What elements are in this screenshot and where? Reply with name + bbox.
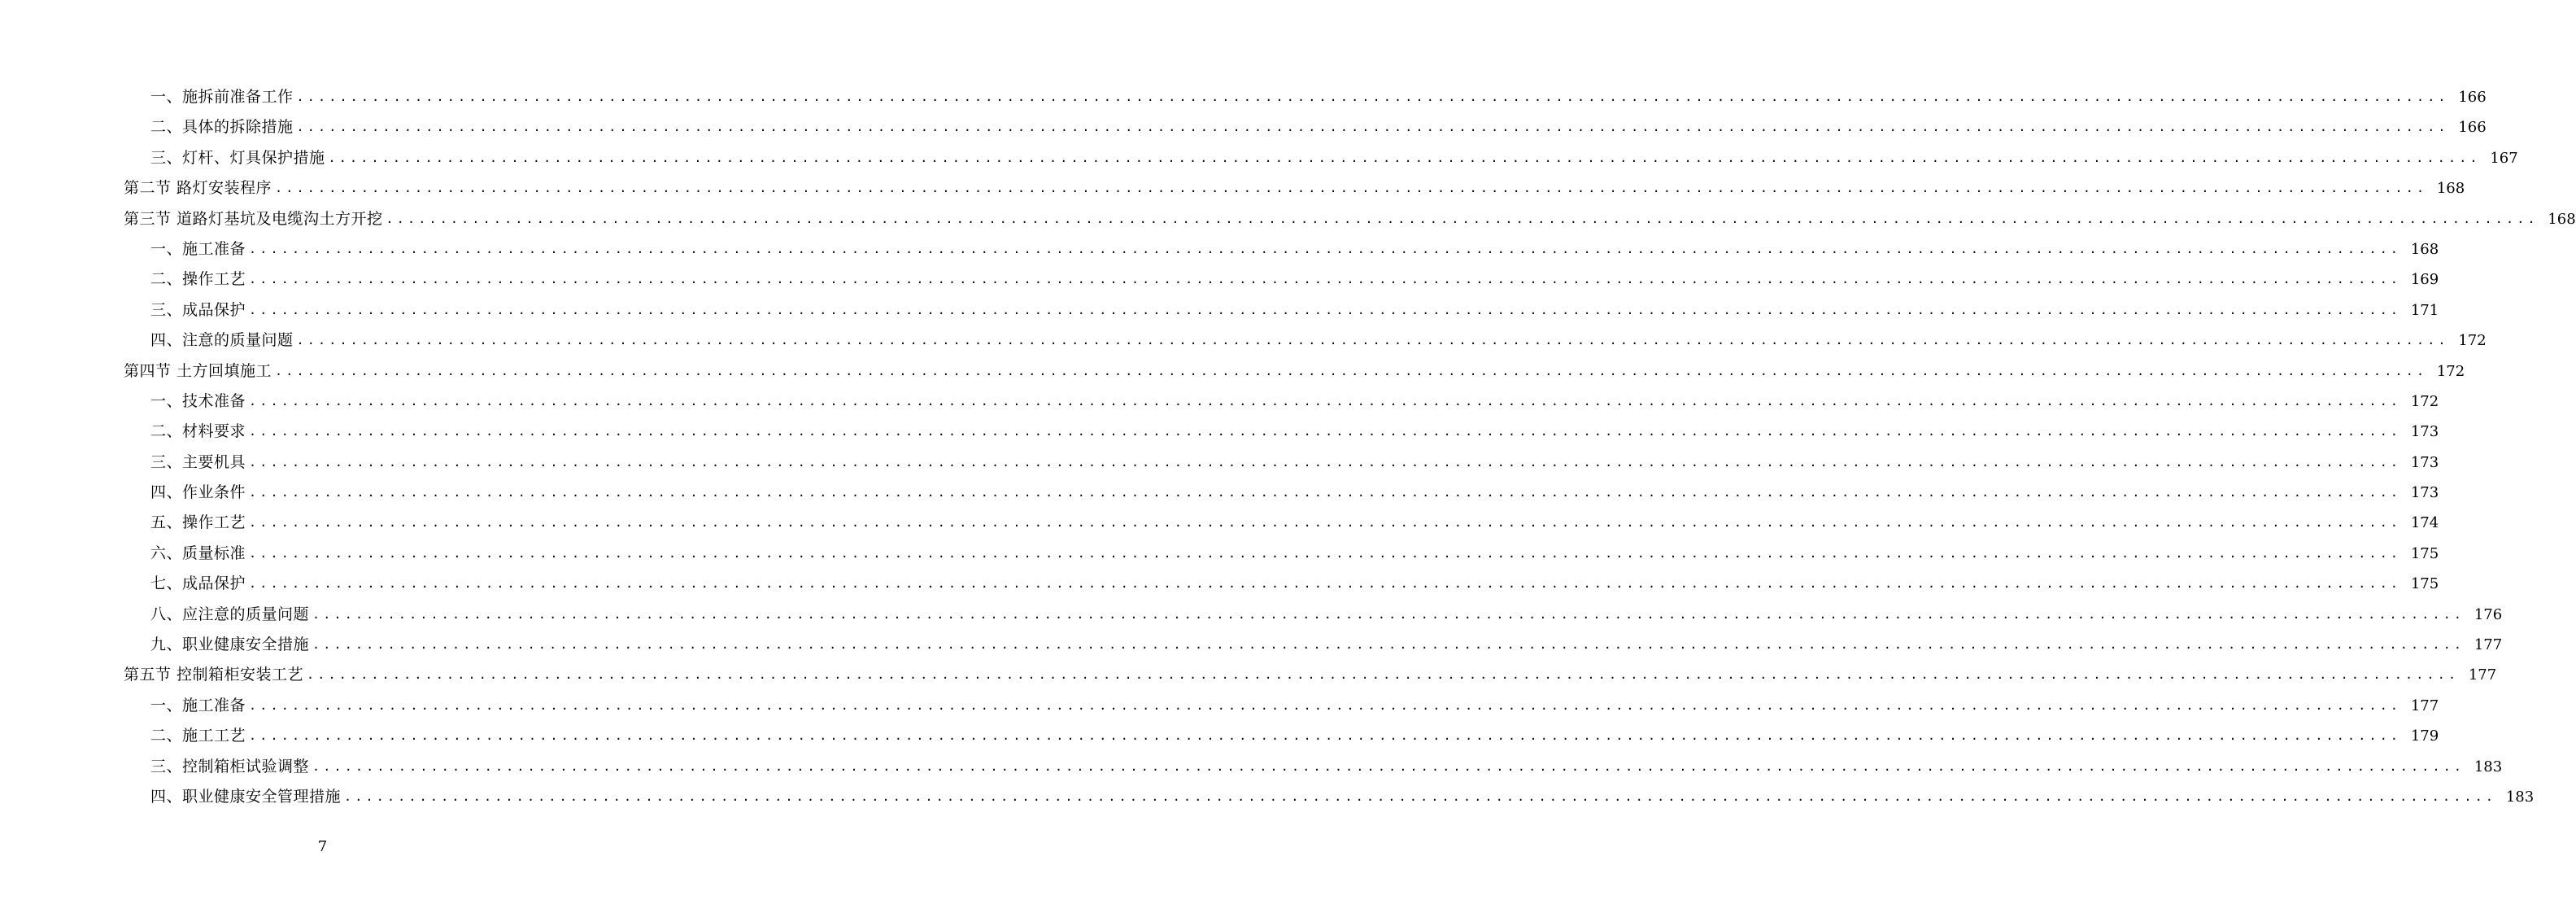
toc-subsection-entry[interactable] xyxy=(0,721,2439,751)
toc-subsection-entry[interactable] xyxy=(0,417,2439,447)
toc-entry-title: 四、作业条件 xyxy=(150,483,246,502)
toc-entry-title: 七、成品保护 xyxy=(150,574,246,593)
toc-entry-title: 一、施拆前准备工作 xyxy=(150,88,294,106)
toc-entry-title: 九、职业健康安全措施 xyxy=(150,636,310,654)
toc-entry-page: 173 xyxy=(2410,484,2439,502)
toc-dot-leader: ........................................................................................................................................................................................................ xyxy=(249,272,2402,287)
toc-dot-leader: ........................................................................................................................................................................................................ xyxy=(328,150,2481,165)
toc-entry-page: 166 xyxy=(2458,119,2487,137)
toc-subsection-entry[interactable] xyxy=(0,569,2439,599)
toc-entry-title: 一、技术准备 xyxy=(150,391,246,410)
toc-dot-leader: ........................................................................................................................................................................................................ xyxy=(249,393,2402,408)
toc-entry-page: 174 xyxy=(2410,514,2439,532)
toc-entry-page: 175 xyxy=(2410,575,2439,593)
toc-dot-leader: ........................................................................................................................................................................................................ xyxy=(386,211,2539,226)
toc-entry-page: 171 xyxy=(2410,301,2439,319)
toc-subsection-entry[interactable] xyxy=(0,752,2503,782)
toc-dot-leader: ........................................................................................................................................................................................................ xyxy=(312,758,2465,774)
toc-entry-page: 172 xyxy=(2458,332,2487,350)
toc-entry-title: 三、灯杆、灯具保护措施 xyxy=(150,148,325,167)
toc-entry-page: 172 xyxy=(2410,392,2439,410)
toc-subsection-entry[interactable] xyxy=(0,325,2487,356)
toc-subsection-entry[interactable] xyxy=(0,478,2439,508)
toc-entry-page: 168 xyxy=(2410,240,2439,258)
toc-dot-leader: ........................................................................................................................................................................................................ xyxy=(312,637,2465,653)
toc-subsection-entry[interactable] xyxy=(0,630,2503,660)
toc-entry-title: 四、注意的质量问题 xyxy=(150,331,294,350)
toc-dot-leader: ........................................................................................................................................................................................................ xyxy=(296,120,2449,135)
table-of-contents xyxy=(0,82,2576,812)
toc-entry-page: 177 xyxy=(2468,666,2497,684)
toc-entry-title: 第五节 控制箱柜安装工艺 xyxy=(124,666,304,684)
toc-dot-leader: ........................................................................................................................................................................................................ xyxy=(344,788,2497,804)
toc-entry-page: 172 xyxy=(2436,362,2465,380)
toc-dot-leader: ........................................................................................................................................................................................................ xyxy=(249,515,2402,531)
toc-subsection-entry[interactable] xyxy=(0,295,2439,325)
toc-entry-title: 三、控制箱柜试验调整 xyxy=(150,757,310,775)
toc-entry-title: 一、施工准备 xyxy=(150,239,246,258)
toc-entry-title: 二、施工工艺 xyxy=(150,727,246,745)
toc-subsection-entry[interactable] xyxy=(0,82,2487,112)
toc-entry-title: 第三节 道路灯基坑及电缆沟土方开挖 xyxy=(124,209,383,228)
toc-dot-leader: ........................................................................................................................................................................................................ xyxy=(296,333,2449,348)
toc-entry-title: 第二节 路灯安装程序 xyxy=(124,179,272,198)
toc-entry-page: 177 xyxy=(2474,636,2503,654)
toc-dot-leader: ........................................................................................................................................................................................................ xyxy=(275,363,2428,378)
toc-entry-page: 176 xyxy=(2474,605,2503,623)
toc-dot-leader: ........................................................................................................................................................................................................ xyxy=(249,697,2402,713)
toc-entry-page: 169 xyxy=(2410,271,2439,289)
toc-entry-page: 166 xyxy=(2458,89,2487,106)
toc-subsection-entry[interactable] xyxy=(0,508,2439,538)
toc-dot-leader: ........................................................................................................................................................................................................ xyxy=(296,90,2449,104)
toc-dot-leader: ........................................................................................................................................................................................................ xyxy=(249,576,2402,592)
toc-entry-title: 二、材料要求 xyxy=(150,422,246,441)
toc-entry-title: 四、职业健康安全管理措施 xyxy=(150,787,342,806)
toc-section-entry[interactable] xyxy=(0,173,2465,203)
toc-subsection-entry[interactable] xyxy=(0,143,2518,173)
toc-subsection-entry[interactable] xyxy=(0,782,2535,812)
toc-dot-leader: ........................................................................................................................................................................................................ xyxy=(249,424,2402,439)
toc-subsection-entry[interactable] xyxy=(0,539,2439,569)
toc-subsection-entry[interactable] xyxy=(0,264,2439,295)
toc-entry-page: 167 xyxy=(2490,149,2518,167)
toc-subsection-entry[interactable] xyxy=(0,234,2439,264)
page-number: 7 xyxy=(317,838,328,855)
toc-dot-leader: ........................................................................................................................................................................................................ xyxy=(249,302,2402,317)
toc-section-entry[interactable] xyxy=(0,356,2465,387)
toc-entry-title: 五、操作工艺 xyxy=(150,513,246,532)
toc-entry-page: 177 xyxy=(2410,697,2439,714)
toc-section-entry[interactable] xyxy=(0,660,2497,690)
toc-entry-page: 173 xyxy=(2410,453,2439,471)
toc-entry-page: 183 xyxy=(2474,758,2503,775)
toc-entry-page: 168 xyxy=(2548,210,2576,228)
toc-entry-title: 二、操作工艺 xyxy=(150,270,246,289)
toc-entry-title: 三、成品保护 xyxy=(150,300,246,319)
toc-entry-page: 183 xyxy=(2505,788,2535,806)
toc-entry-title: 二、具体的拆除措施 xyxy=(150,118,294,137)
toc-entry-title: 六、质量标准 xyxy=(150,544,246,562)
toc-dot-leader: ........................................................................................................................................................................................................ xyxy=(275,181,2428,196)
toc-dot-leader: ........................................................................................................................................................................................................ xyxy=(249,728,2402,744)
toc-entry-title: 三、主要机具 xyxy=(150,452,246,471)
toc-entry-page: 179 xyxy=(2410,727,2439,745)
toc-dot-leader: ........................................................................................................................................................................................................ xyxy=(249,241,2402,256)
toc-subsection-entry[interactable] xyxy=(0,600,2503,630)
toc-dot-leader: ........................................................................................................................................................................................................ xyxy=(307,667,2460,683)
toc-subsection-entry[interactable] xyxy=(0,691,2439,721)
toc-subsection-entry[interactable] xyxy=(0,387,2439,417)
toc-entry-page: 173 xyxy=(2410,423,2439,441)
toc-entry-title: 一、施工准备 xyxy=(150,696,246,714)
toc-subsection-entry[interactable] xyxy=(0,448,2439,478)
toc-section-entry[interactable] xyxy=(0,204,2576,234)
toc-entry-title: 第四节 土方回填施工 xyxy=(124,361,272,380)
toc-entry-title: 八、应注意的质量问题 xyxy=(150,605,310,623)
toc-dot-leader: ........................................................................................................................................................................................................ xyxy=(249,454,2402,470)
toc-dot-leader: ........................................................................................................................................................................................................ xyxy=(249,545,2402,561)
toc-entry-page: 168 xyxy=(2436,180,2465,198)
toc-dot-leader: ........................................................................................................................................................................................................ xyxy=(249,485,2402,500)
toc-entry-page: 175 xyxy=(2410,544,2439,562)
toc-subsection-entry[interactable] xyxy=(0,112,2487,142)
toc-dot-leader: ........................................................................................................................................................................................................ xyxy=(312,606,2465,622)
